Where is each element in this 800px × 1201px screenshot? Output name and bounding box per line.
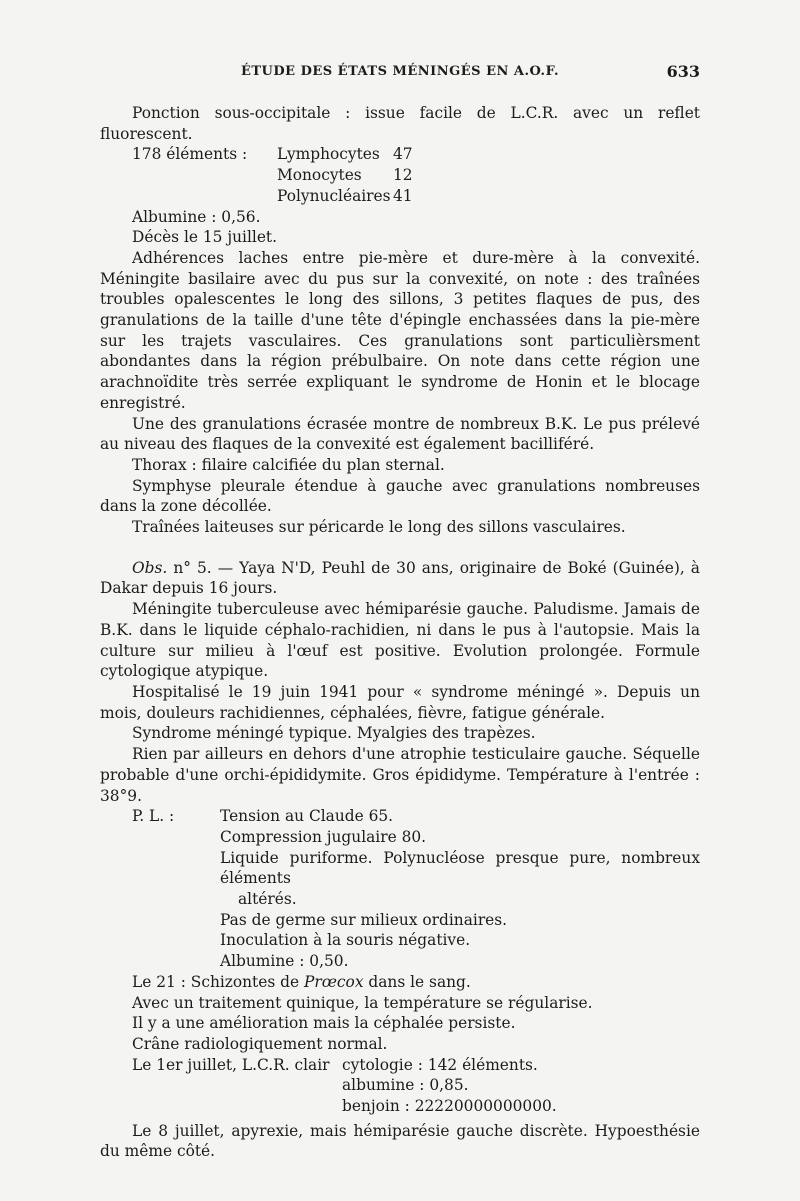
- paragraph-syndrome: Syndrome méningé typique. Myalgies des trapèzes.: [132, 724, 536, 743]
- praecox-term: Prœcox: [304, 972, 364, 991]
- cell-type: Lymphocytes: [277, 145, 380, 164]
- cell-value: 41: [393, 186, 413, 205]
- page-header: [100, 64, 700, 90]
- pl-row: altérés.: [238, 890, 297, 909]
- running-title: ÉTUDE DES ÉTATS MÉNINGÉS EN A.O.F.: [240, 64, 560, 79]
- pl-block: [100, 806, 700, 972]
- obs-text: n° 5. — Yaya N'D, Peuhl de 30 ans, originaire de Boké (Guinée), à Dakar depuis 16 jours.: [100, 558, 700, 598]
- lcr-row: cytologie : 142 éléments.: [342, 1055, 538, 1074]
- obs-label: Obs.: [132, 558, 168, 577]
- paragraph-symphyse: Symphyse pleurale étendue à gauche avec granulations nombreuses dans la zone décollée.: [100, 476, 700, 516]
- paragraph-rien: Rien par ailleurs en dehors d'une atrophie testiculaire gauche. Séquelle probable d'une orchi-épididymite. Gros épididyme. Température à l'entrée : 38°9.: [100, 745, 700, 805]
- pl-row: Compression jugulaire 80.: [220, 827, 427, 846]
- le21-text-end: dans le sang.: [363, 972, 471, 991]
- cell-value: 12: [393, 166, 413, 185]
- pl-row: Tension au Claude 65.: [220, 807, 394, 826]
- paragraph-le21: [100, 972, 700, 993]
- lcr-label: Le 1er juillet, L.C.R. clair: [132, 1055, 330, 1074]
- lcr-row: benjoin : 22220000000000.: [342, 1097, 557, 1116]
- cell-count-table: [100, 144, 700, 206]
- paragraph-hospitalise: Hospitalisé le 19 juin 1941 pour « syndrome méningé ». Depuis un mois, douleurs rachidiennes, céphalées, fièvre, fatigue générale.: [100, 682, 700, 722]
- page-number: 633: [666, 62, 700, 81]
- paragraph-adherences: Adhérences laches entre pie-mère et dure-mère à la convexité. Méningite basilaire avec du pus sur la convexité, on note : des traînées troubles opalescentes le long des sillons, 3 petites flaques de pus, des granulations de la taille d'une tête d'épingle enchassées dans la pie-mère sur les trajets vasculaires. Ces granulations sont particulièrsment abondantes dans la région prébulbaire. On note dans cette région une arachnoïdite très serrée expliquant le syndrome de Honin et le blocage enregistré.: [100, 248, 700, 412]
- cell-type: Polynucléaires: [277, 186, 391, 205]
- cell-value: 47: [393, 145, 413, 164]
- paragraph-thorax: Thorax : filaire calcifiée du plan sternal.: [132, 455, 445, 474]
- paragraph-crane: Crâne radiologiquement normal.: [132, 1034, 388, 1053]
- paragraph-observation: [100, 558, 700, 599]
- albumine-line: Albumine : 0,56.: [132, 207, 261, 226]
- elements-label: 178 éléments :: [132, 145, 248, 164]
- deces-line: Décès le 15 juillet.: [132, 228, 278, 247]
- lcr-row: albumine : 0,85.: [342, 1076, 469, 1095]
- pl-label: P. L. :: [132, 807, 175, 826]
- cell-type: Monocytes: [277, 166, 362, 185]
- pl-row: Liquide puriforme. Polynucléose presque pure, nombreux éléments: [220, 848, 700, 888]
- paragraph-trainees: Traînées laiteuses sur péricarde le long des sillons vasculaires.: [132, 518, 626, 537]
- paragraph-granulations: Une des granulations écrasée montre de nombreux B.K. Le pus prélevé au niveau des flaques de la convexité est également bacilliféré.: [100, 414, 700, 454]
- pl-row: Inoculation à la souris négative.: [220, 931, 471, 950]
- pl-row: Pas de germe sur milieux ordinaires.: [220, 910, 508, 929]
- body-text: [100, 103, 700, 1162]
- paragraph-traitement: Avec un traitement quinique, la température se régularise.: [132, 993, 593, 1012]
- le21-text: Le 21 : Schizontes de: [132, 972, 304, 991]
- lcr-block: [100, 1055, 700, 1117]
- paragraph-amelioration: Il y a une amélioration mais la céphalée persiste.: [132, 1014, 516, 1033]
- paragraph-meningite: Méningite tuberculeuse avec hémiparésie gauche. Paludisme. Jamais de B.K. dans le liquide céphalo-rachidien, ni dans le pus à l'autopsie. Mais la culture sur milieu à l'œuf est positive. Evolution prolongée. Formule cytologique atypique.: [100, 600, 700, 681]
- paragraph-le8: Le 8 juillet, apyrexie, mais hémiparésie gauche discrète. Hypoesthésie du même côté.: [100, 1121, 700, 1161]
- paragraph-ponction: Ponction sous-occipitale : issue facile de L.C.R. avec un reflet fluorescent.: [100, 104, 700, 143]
- pl-row: Albumine : 0,50.: [220, 952, 349, 971]
